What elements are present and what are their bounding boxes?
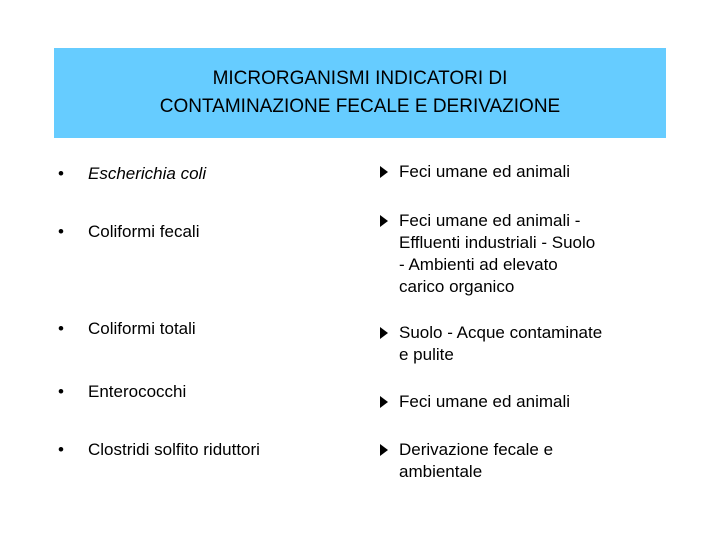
title-line-1: MICRORGANISMI INDICATORI DI (212, 68, 508, 89)
triangle-arrow-icon (380, 396, 388, 408)
triangle-arrow-icon (380, 327, 388, 339)
bullet-icon: • (58, 440, 64, 459)
triangle-arrow-icon (380, 444, 388, 456)
indicator-item-escherichia-coli (58, 163, 206, 184)
title-banner (54, 48, 666, 138)
indicator-label: Escherichia coli (88, 164, 207, 183)
indicator-label: Enterococchi (88, 382, 187, 401)
bullet-icon: • (58, 382, 64, 401)
source-text-line: Derivazione fecale e (399, 440, 554, 459)
indicator-label: Clostridi solfito riduttori (88, 440, 260, 459)
source-item-2 (380, 210, 595, 298)
source-item-5 (380, 439, 553, 483)
source-text-line: - Ambienti ad elevato (399, 255, 558, 274)
source-item-4 (380, 391, 570, 413)
source-text-line: Feci umane ed animali (399, 162, 571, 181)
source-item-1 (380, 161, 570, 183)
indicator-label: Coliformi fecali (88, 222, 200, 241)
source-text-line: carico organico (399, 277, 515, 296)
source-item-3 (380, 322, 602, 366)
bullet-icon: • (58, 222, 64, 241)
triangle-arrow-icon (380, 166, 388, 178)
triangle-arrow-icon (380, 215, 388, 227)
source-text-line: e pulite (399, 345, 454, 364)
indicator-label: Coliformi totali (88, 319, 196, 338)
source-text-line: Suolo - Acque contaminate (399, 323, 603, 342)
indicator-item-coliformi-fecali (58, 221, 199, 242)
source-text-line: Feci umane ed animali - (399, 211, 581, 230)
source-text-line: Feci umane ed animali (399, 392, 571, 411)
source-text-line: ambientale (399, 462, 483, 481)
bullet-icon: • (58, 164, 64, 183)
title-line-2: CONTAMINAZIONE FECALE E DERIVAZIONE (159, 96, 561, 117)
bullet-icon: • (58, 319, 64, 338)
source-text-line: Effluenti industriali - Suolo (399, 233, 596, 252)
indicator-item-coliformi-totali (58, 318, 196, 339)
indicator-item-clostridi (58, 439, 260, 460)
indicator-item-enterococchi (58, 381, 186, 402)
